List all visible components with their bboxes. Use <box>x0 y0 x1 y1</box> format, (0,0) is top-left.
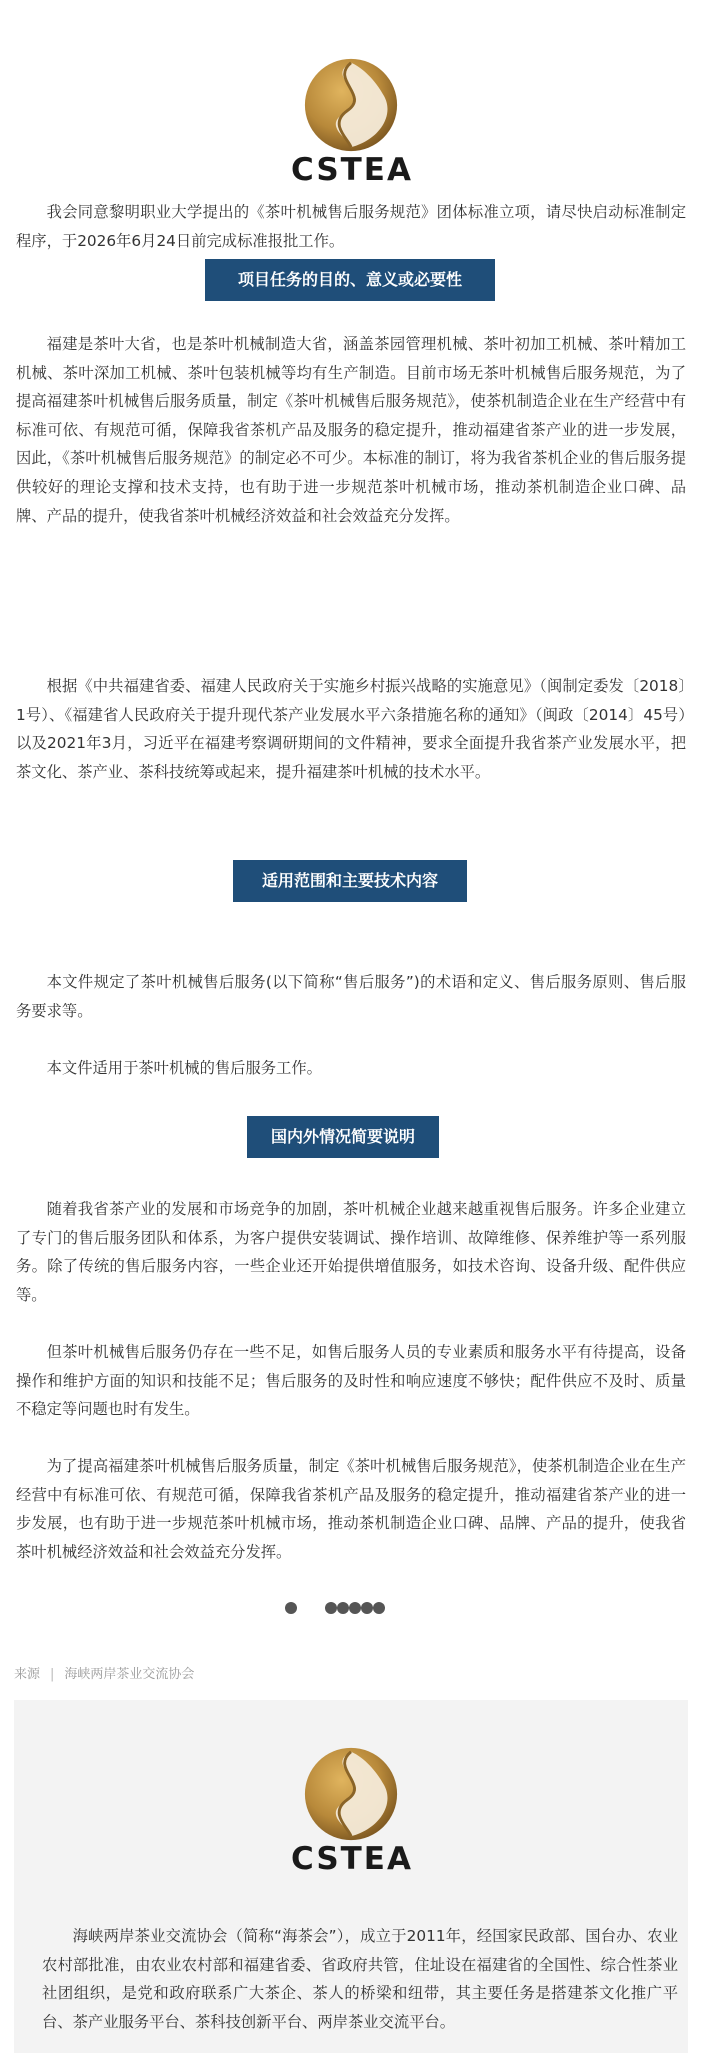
section-paragraph: 本文件适用于茶叶机械的售后服务工作。 <box>46 1059 322 1077</box>
divider-dot <box>349 1602 361 1614</box>
section-paragraph: 根据《中共福建省委、福建人民政府关于实施乡村振兴战略的实施意见》（闽制定委发〔2018〕1号）、《福建省人民政府关于提升现代茶产业发展水平六条措施名称的通知》（闽政〔2014〕45号）以及2021年3月，习近平在福建考察调研期间的文件精神，要求全面提升我省茶产业发展水平，把茶文化、茶产业、茶科技统筹或起来，提升福建茶叶机械的技术水平。 <box>16 677 686 781</box>
section-heading: 国内外情况简要说明 <box>247 1116 439 1158</box>
section-paragraph: 为了提高福建茶叶机械售后服务质量，制定《茶叶机械售后服务规范》，使茶机制造企业在生产经营中有标准可依、有规范可循，保障我省茶机产品及服务的稳定提升，推动福建省茶产业的进一步发展，也有助于进一步规范茶叶机械市场，推动茶机制造企业口碑、品牌、产品的提升，使我省茶叶机械经济效益和社会效益充分发挥。 <box>16 1457 686 1561</box>
cstea-logo <box>291 57 411 186</box>
source-separator: | <box>50 1667 55 1682</box>
section-paragraph: 随着我省茶产业的发展和市场竞争的加剧，茶叶机械企业越来越重视售后服务。许多企业建立了专门的售后服务团队和体系，为客户提供安装调试、操作培训、故障维修、保养维护等一系列服务。除了传统的售后服务内容，一些企业还开始提供增值服务，如技术咨询、设备升级、配件供应等。 <box>16 1200 686 1304</box>
divider-dot <box>285 1602 297 1614</box>
about-paragraph: 海峡两岸茶业交流协会（简称“海茶会”），成立于2011年，经国家民政部、国台办、农业农村部批准，由农业农村部和福建省委、省政府共管，住址设在福建省的全国性、综合性茶业社团组织，是党和政府联系广大茶企、茶人的桥梁和纽带，其主要任务是搭建茶文化推广平台、茶产业服务平台、茶科技创新平台、两岸茶业交流平台。 <box>42 1927 678 2031</box>
intro-paragraph: 我会同意黎明职业大学提出的《茶叶机械售后服务规范》团体标准立项，请尽快启动标准制定程序，于2026年6月24日前完成标准报批工作。 <box>16 203 686 250</box>
source-line <box>14 1665 194 1685</box>
section-paragraph: 福建是茶叶大省，也是茶叶机械制造大省，涵盖茶园管理机械、茶叶初加工机械、茶叶精加工机械、茶叶深加工机械、茶叶包装机械等均有生产制造。目前市场无茶叶机械售后服务规范，为了提高福建茶叶机械售后服务质量，制定《茶叶机械售后服务规范》，使茶机制造企业在生产经营中有标准可依、有规范可循，保障我省茶机产品及服务的稳定提升，推动福建省茶产业的进一步发展，因此，《茶叶机械售后服务规范》的制定必不可少。本标准的制订，将为我省茶机企业的售后服务提供较好的理论支撑和技术支持，也有助于进一步规范茶叶机械市场，推动茶机制造企业口碑、品牌、产品的提升，使我省茶叶机械经济效益和社会效益充分发挥。 <box>16 335 686 525</box>
logo-text: CSTEA <box>291 152 413 188</box>
section-heading: 项目任务的目的、意义或必要性 <box>205 259 495 301</box>
cstea-logo <box>291 1746 411 1875</box>
section-heading: 适用范围和主要技术内容 <box>233 860 467 902</box>
logo-text: CSTEA <box>291 1841 413 1877</box>
divider-dot <box>337 1602 349 1614</box>
tea-emblem-icon <box>303 1746 399 1842</box>
section-paragraph: 但茶叶机械售后服务仍存在一些不足，如售后服务人员的专业素质和服务水平有待提高，设备操作和维护方面的知识和技能不足；售后服务的及时性和响应速度不够快；配件供应不及时、质量不稳定等问题也时有发生。 <box>16 1343 686 1419</box>
source-label: 来源 <box>14 1667 41 1682</box>
tea-emblem-icon <box>303 57 399 153</box>
section-paragraph: 本文件规定了茶叶机械售后服务(以下简称“售后服务”)的术语和定义、售后服务原则、售后服务要求等。 <box>16 973 686 1020</box>
source-name: 海峡两岸茶业交流协会 <box>64 1667 195 1682</box>
divider-dot <box>325 1602 337 1614</box>
divider-dot <box>361 1602 373 1614</box>
divider-dot <box>373 1602 385 1614</box>
